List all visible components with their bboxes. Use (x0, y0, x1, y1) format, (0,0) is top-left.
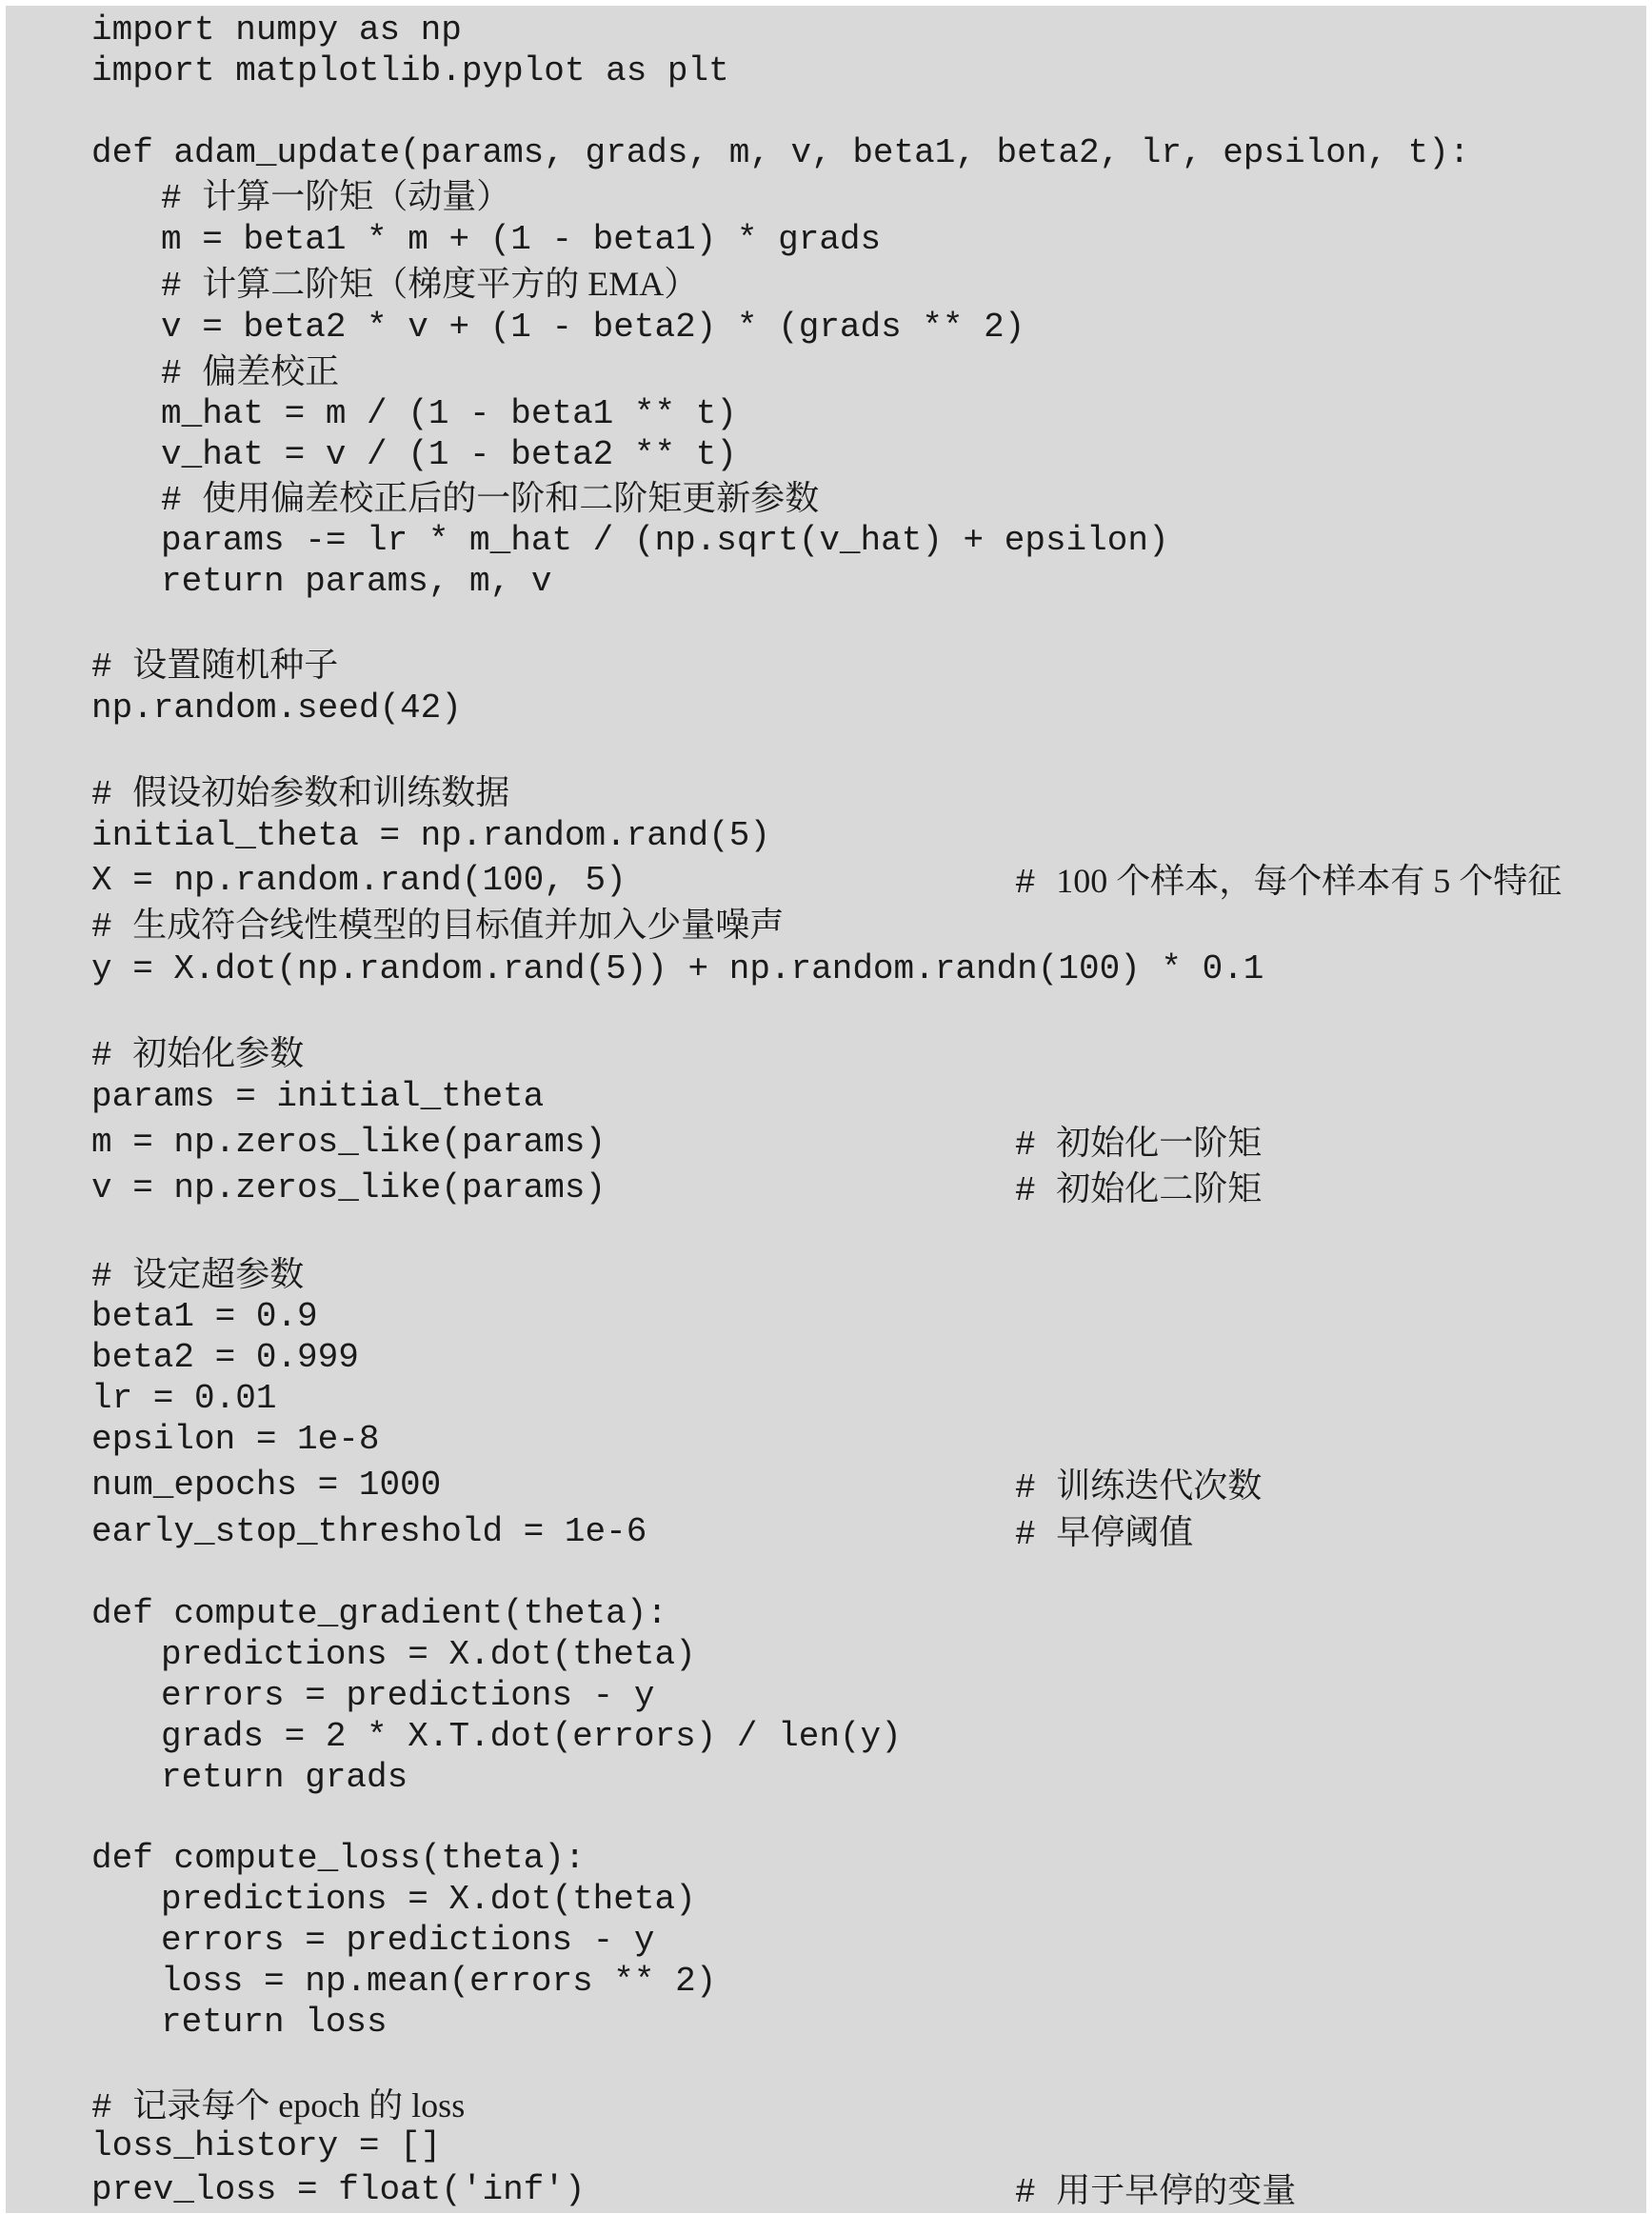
code-line: epsilon = 1e-8 (91, 1420, 380, 1459)
comment-text: 偏差校正 (202, 352, 340, 390)
comment-text: 100 个样本，每个样本有 5 个特征 (1056, 862, 1562, 900)
code-line: return grads (161, 1758, 408, 1797)
code-line: loss_history = [] (91, 2126, 442, 2165)
code-line: initial_theta = np.random.rand(5) (91, 816, 770, 855)
code-line: v = beta2 * v + (1 - beta2) * (grads ** 2) (161, 308, 1025, 347)
comment-text: 计算二阶矩（梯度平方的 EMA） (202, 265, 699, 303)
comment-text: 设置随机种子 (132, 646, 339, 684)
code-line: import matplotlib.pyplot as plt (91, 51, 729, 90)
code-line: return loss (161, 2003, 388, 2042)
code-comment (91, 771, 509, 813)
comment-hash: # (91, 1036, 133, 1075)
code-block (6, 6, 1646, 2213)
code-line: loss = np.mean(errors ** 2) (161, 1962, 717, 2001)
code-line: def compute_gradient(theta): (91, 1594, 667, 1633)
code-comment (161, 350, 339, 392)
inline-comment (1015, 1511, 1193, 1553)
comment-hash: # (161, 481, 203, 520)
code-line: def adam_update(params, grads, m, v, beta1, beta2, lr, epsilon, t): (91, 133, 1470, 172)
comment-hash: # (1015, 1515, 1057, 1554)
comment-hash: # (161, 179, 203, 218)
comment-text: 初始化一阶矩 (1056, 1124, 1263, 1162)
code-line: early_stop_threshold = 1e-6 (91, 1512, 647, 1551)
code-line: beta1 = 0.9 (91, 1297, 318, 1336)
code-line: return params, m, v (161, 562, 552, 601)
code-line: def compute_loss(theta): (91, 1839, 586, 1878)
comment-text: 用于早停的变量 (1056, 2171, 1297, 2209)
inline-comment (1015, 860, 1562, 902)
code-line: import numpy as np (91, 10, 462, 50)
code-line: num_epochs = 1000 (91, 1466, 442, 1505)
comment-text: 假设初始参数和训练数据 (132, 773, 510, 811)
code-comment (91, 904, 784, 946)
code-line: m_hat = m / (1 - beta1 ** t) (161, 394, 737, 433)
comment-hash: # (161, 267, 203, 306)
code-comment (161, 175, 510, 217)
comment-text: 初始化参数 (132, 1034, 305, 1072)
comment-text: 计算一阶矩（动量） (202, 177, 511, 215)
code-line: np.random.seed(42) (91, 688, 462, 728)
code-line: errors = predictions - y (161, 1921, 655, 1960)
code-comment (161, 477, 819, 519)
comment-hash: # (1015, 2173, 1057, 2212)
comment-hash: # (91, 648, 133, 687)
code-line: predictions = X.dot(theta) (161, 1635, 696, 1674)
comment-text: 初始化二阶矩 (1056, 1169, 1263, 1207)
code-comment (91, 644, 338, 686)
inline-comment (1015, 1465, 1262, 1506)
code-line: m = beta1 * m + (1 - beta1) * grads (161, 220, 882, 259)
comment-hash: # (91, 2088, 133, 2127)
code-line: predictions = X.dot(theta) (161, 1880, 696, 1919)
comment-hash: # (161, 354, 203, 393)
code-comment (91, 1032, 304, 1074)
code-line: beta2 = 0.999 (91, 1338, 359, 1377)
comment-hash: # (91, 1257, 133, 1296)
comment-text: 设定超参数 (132, 1255, 305, 1293)
code-line: params -= lr * m_hat / (np.sqrt(v_hat) + epsilon) (161, 521, 1169, 560)
code-line: v_hat = v / (1 - beta2 ** t) (161, 435, 737, 474)
inline-comment (1015, 2169, 1296, 2211)
comment-hash: # (1015, 1126, 1057, 1165)
comment-text: 记录每个 epoch 的 loss (132, 2086, 466, 2124)
code-comment (91, 2084, 465, 2126)
code-comment (161, 263, 698, 305)
comment-hash: # (91, 775, 133, 814)
inline-comment (1015, 1122, 1262, 1164)
code-line: errors = predictions - y (161, 1676, 655, 1715)
comment-text: 训练迭代次数 (1056, 1466, 1263, 1505)
comment-hash: # (91, 908, 133, 947)
code-line: v = np.zeros_like(params) (91, 1168, 607, 1207)
code-line: params = initial_theta (91, 1077, 545, 1116)
code-line: X = np.random.rand(100, 5) (91, 861, 627, 900)
code-line: y = X.dot(np.random.rand(5)) + np.random.randn(100) * 0.1 (91, 949, 1264, 988)
code-line: m = np.zeros_like(params) (91, 1123, 607, 1162)
code-comment (91, 1253, 304, 1295)
comment-text: 生成符合线性模型的目标值并加入少量噪声 (132, 906, 785, 944)
code-line: grads = 2 * X.T.dot(errors) / len(y) (161, 1717, 902, 1756)
comment-hash: # (1015, 1171, 1057, 1210)
comment-hash: # (1015, 864, 1057, 903)
inline-comment (1015, 1167, 1262, 1209)
code-line: lr = 0.01 (91, 1379, 277, 1418)
code-line: prev_loss = float('inf') (91, 2170, 586, 2209)
comment-text: 早停阈值 (1056, 1513, 1194, 1551)
comment-text: 使用偏差校正后的一阶和二阶矩更新参数 (202, 479, 820, 517)
comment-hash: # (1015, 1468, 1057, 1507)
